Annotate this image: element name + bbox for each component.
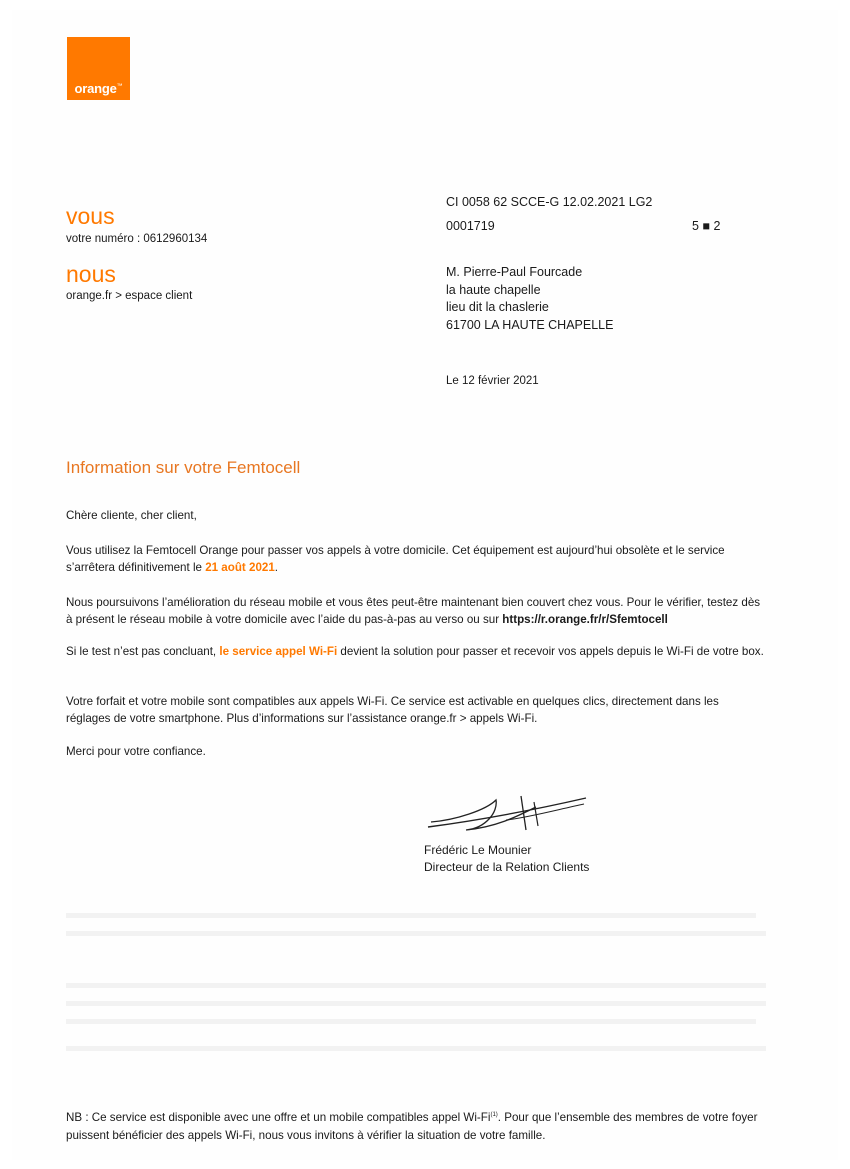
signature [426, 792, 596, 837]
page-indicator: 5 ■ 2 [692, 219, 721, 233]
show-through-mark [66, 983, 766, 988]
recipient-address [446, 264, 613, 334]
logo-text: orange [74, 81, 117, 96]
paragraph-compatibility: Votre forfait et votre mobile sont compatibles aux appels Wi-Fi. Ce service est activable en quelques clics, directement dans les réglages de votre smartphone. Plus d’informations sur l’assistance orange.fr > appels Wi-Fi. [66, 695, 719, 725]
test-link[interactable]: https://r.orange.fr/r/Sfemtocell [502, 613, 668, 626]
vous-heading: vous [66, 203, 115, 229]
paragraph-obsolete [66, 542, 764, 576]
wifi-service-highlight: le service appel Wi-Fi [219, 645, 338, 658]
signer-role: Directeur de la Relation Clients [424, 860, 590, 874]
show-through-mark [66, 1019, 756, 1024]
customer-number: votre numéro : 0612960134 [66, 233, 208, 245]
paragraph-end: . [274, 561, 279, 574]
customer-space-link: orange.fr > espace client [66, 290, 193, 302]
paragraph-text: Nous poursuivons l’amélioration du réseau mobile et vous êtes peut-être maintenant bien couvert chez vous. Pour le vérifier, testez dès à présent le réseau mobile à votre domicile avec l’aide du pas-à-pas au verso ou sur [66, 596, 761, 626]
address-line: la haute chapelle [446, 282, 541, 297]
paragraph-text: Vous utilisez la Femtocell Orange pour passer vos appels à votre domicile. Cet équipement est aujourd’hui obsolète et le service s’arrêtera définitivement le [66, 544, 725, 574]
end-date: 21 août 2021 [205, 561, 275, 574]
signer-name: Frédéric Le Mounier [424, 843, 532, 857]
nb-end: . Pour que l’ensemble des membres de votre foyer puissent bénéficier des appels Wi-Fi, nous vous invitons à vérifier la situation de votre famille. [66, 1110, 758, 1142]
show-through-mark [66, 1001, 766, 1006]
address-line: 61700 LA HAUTE CHAPELLE [446, 317, 614, 332]
paragraph-end: devient la solution pour passer et recevoir vos appels depuis le Wi-Fi de votre box. [337, 645, 764, 658]
reference-number: 0001719 [446, 219, 495, 233]
paragraph-wifi [66, 643, 764, 660]
nb-text: NB : Ce service est disponible avec une offre et un mobile compatibles appel Wi-Fi [66, 1110, 491, 1124]
show-through-mark [66, 931, 766, 936]
orange-logo [67, 37, 130, 100]
reference-line: CI 0058 62 SCCE-G 12.02.2021 LG2 [446, 195, 653, 209]
closing: Merci pour votre confiance. [66, 745, 206, 758]
show-through-mark [66, 913, 756, 918]
paragraph-text: Si le test n’est pas concluant, [66, 645, 220, 658]
letter-title: Information sur votre Femtocell [66, 458, 301, 477]
letter-date: Le 12 février 2021 [446, 375, 539, 387]
address-line: M. Pierre-Paul Fourcade [446, 265, 583, 279]
footnote-nb [66, 1106, 768, 1145]
footnote-marker: (1) [490, 1112, 498, 1118]
signer-block [424, 842, 589, 876]
paragraph-coverage [66, 594, 764, 628]
show-through-mark [66, 1046, 766, 1051]
logo-trademark: ™ [116, 83, 123, 90]
address-line: lieu dit la chaslerie [446, 300, 549, 314]
greeting: Chère cliente, cher client, [66, 509, 197, 522]
nous-heading: nous [66, 261, 116, 287]
